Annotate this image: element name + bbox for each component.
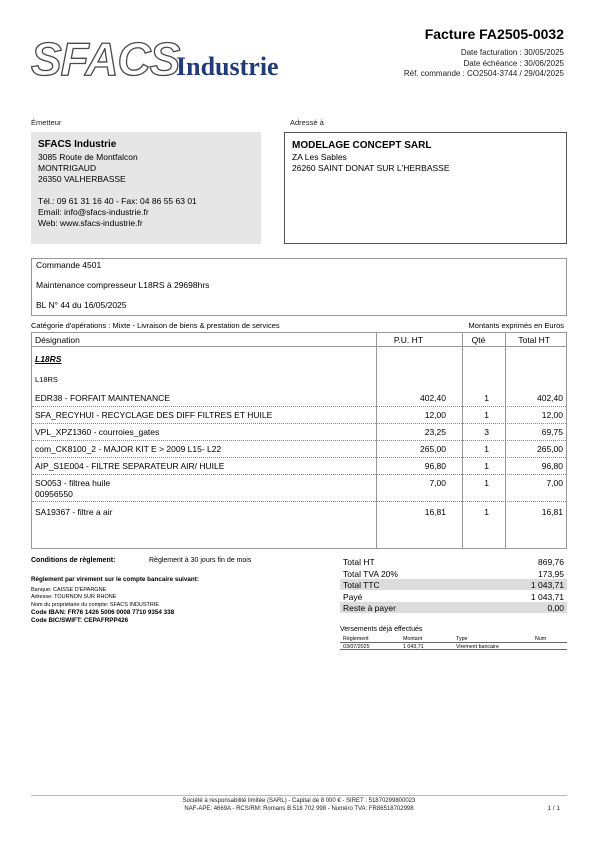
section-title: L18RS <box>35 354 62 364</box>
order-number: Commande 4501 <box>36 260 102 270</box>
row-quantity: 1 <box>484 461 489 471</box>
table-header <box>32 333 566 347</box>
total-value: 869,76 <box>538 557 564 567</box>
row-quantity: 1 <box>484 507 489 517</box>
addressee-label: Adressé à <box>290 118 324 127</box>
totals-block <box>340 556 567 614</box>
due-date: Date échéance : 30/06/2025 <box>463 58 564 68</box>
logo-word: Industrie <box>176 52 279 81</box>
legal-footer <box>31 797 567 813</box>
currency-note: Montants exprimés en Euros <box>468 321 564 330</box>
row-total: 96,80 <box>541 461 563 471</box>
footer-line-1: Société à responsabilité limitée (SARL) - Capital de 8 000 € - SIRET : 51870299800023 <box>182 798 416 804</box>
bank-name: Banque: CAISSE D'EPARGNE <box>31 586 107 593</box>
bank-heading: Règlement par virement sur le compte bancaire suivant: <box>31 576 199 583</box>
table-row <box>32 461 566 475</box>
total-label: Total TTC <box>343 580 380 590</box>
paid-row <box>340 591 567 603</box>
invoice-title: Facture FA2505-0032 <box>424 26 564 42</box>
total-value: 1 043,71 <box>530 591 564 602</box>
total-label: Reste à payer <box>343 603 396 613</box>
payments-header-date: Règlement <box>343 636 369 642</box>
payment-date: 03/07/2025 <box>343 643 370 650</box>
row-quantity: 1 <box>484 444 489 454</box>
payments-title: Versements déjà effectués <box>340 626 423 633</box>
total-value: 0,00 <box>547 603 564 613</box>
total-ht-row <box>340 556 567 568</box>
row-total: 7,00 <box>546 478 563 488</box>
order-reference: Réf. commande : CO2504-3744 / 29/04/2025 <box>403 69 564 78</box>
row-quantity: 1 <box>484 478 489 488</box>
invoice-meta <box>404 48 564 80</box>
header-unit-price: P.U. HT <box>393 335 423 345</box>
issuer-address-line: MONTRIGAUD <box>38 163 97 173</box>
table-row <box>32 427 566 441</box>
invoice-date: Date facturation : 30/05/2025 <box>460 48 564 57</box>
row-unit-price: 96,80 <box>424 461 446 471</box>
total-label: Payé <box>343 591 363 602</box>
row-designation: com_CK8100_2 - MAJOR KIT E > 2009 L15- L22 <box>35 444 222 454</box>
row-designation: SA19367 - filtre a air <box>35 507 113 517</box>
row-total: 265,00 <box>537 444 563 454</box>
issuer-name: SFACS Industrie <box>38 139 117 150</box>
row-designation: VPL_XPZ1360 - courroies_gates <box>35 427 160 437</box>
row-designation-extra: 00956550 <box>35 489 73 499</box>
table-row <box>32 507 566 521</box>
issuer-phone: Tél.: 09 61 31 16 40 - Fax: 04 86 55 63 01 <box>38 196 197 206</box>
issuer-address-line: 26350 VALHERBASSE <box>38 174 126 184</box>
total-label: Total TVA 20% <box>343 568 398 579</box>
logo-mark: SFACS <box>31 33 180 85</box>
addressee-name: MODELAGE CONCEPT SARL <box>292 140 432 151</box>
issuer-block <box>31 132 261 244</box>
addressee-block <box>284 132 567 244</box>
row-unit-price: 265,00 <box>420 444 446 454</box>
bic: Code BIC/SWIFT: CEPAFRPP426 <box>31 616 129 624</box>
category-line <box>31 321 567 330</box>
remaining-row <box>340 602 567 614</box>
page-number: 1 / 1 <box>547 805 560 812</box>
footer-line-2: NAF-APE: 4669A - RCS/RM: Romans B 518 702 998 - Numéro TVA: FR86518702998 <box>184 806 414 812</box>
delivery-note: BL N° 44 du 16/05/2025 <box>36 300 127 310</box>
bank-address: Adresse: TOURNON SUR RHONE <box>31 594 117 600</box>
table-row <box>32 410 566 424</box>
row-designation: EDR38 - FORFAIT MAINTENANCE <box>35 393 170 403</box>
operation-category: Catégorie d'opérations : Mixte - Livraison de biens & prestation de services <box>31 321 280 330</box>
conditions-label: Conditions de règlement: <box>31 557 116 564</box>
addressee-address-line: ZA Les Sables <box>292 152 347 162</box>
row-unit-price: 12,00 <box>424 410 446 420</box>
row-designation: SFA_RECYHUI - RECYCLAGE DES DIFF FILTRES ET HUILE <box>35 410 273 420</box>
row-quantity: 3 <box>484 427 489 437</box>
total-value: 173,95 <box>538 568 564 579</box>
payment-row <box>340 643 567 651</box>
row-total: 69,75 <box>541 427 563 437</box>
header-total: Total HT <box>518 335 550 345</box>
company-logo <box>31 30 291 86</box>
total-label: Total HT <box>343 557 375 567</box>
row-total: 402,40 <box>537 393 563 403</box>
table-row <box>32 444 566 458</box>
order-description: Maintenance compresseur L18RS à 29698hrs <box>36 280 210 290</box>
row-unit-price: 7,00 <box>429 478 446 488</box>
payment-conditions <box>31 557 252 564</box>
payments-block <box>340 626 567 650</box>
payments-header-num: Num <box>535 636 547 642</box>
payment-amount: 1 043,71 <box>403 643 424 650</box>
row-unit-price: 23,25 <box>424 427 446 437</box>
row-total: 12,00 <box>541 410 563 420</box>
header-quantity: Qté <box>471 335 486 345</box>
iban: Code IBAN: FR76 1426 5006 0008 7710 9354 338 <box>31 609 175 616</box>
row-quantity: 1 <box>484 393 489 403</box>
row-total: 16,81 <box>541 507 563 517</box>
total-vat-row <box>340 568 567 580</box>
issuer-email: Email: info@sfacs-industrie.fr <box>38 207 149 217</box>
order-note <box>31 258 567 316</box>
issuer-web: Web: www.sfacs-industrie.fr <box>38 218 143 228</box>
row-unit-price: 16,81 <box>424 507 446 517</box>
payments-header-type: Type <box>456 636 468 642</box>
conditions-value: Règlement à 30 jours fin de mois <box>149 557 252 564</box>
payments-header <box>340 635 567 643</box>
addressee-address-line: 26260 SAINT DONAT SUR L'HERBASSE <box>292 163 450 173</box>
bank-details <box>31 576 199 624</box>
table-row <box>32 393 566 407</box>
payments-header-amount: Montant <box>403 636 423 642</box>
row-designation: SO053 - filtrea huile <box>35 478 111 488</box>
issuer-address-line: 3085 Route de Montfalcon <box>38 152 138 162</box>
section-subtitle: L18RS <box>35 375 58 384</box>
row-unit-price: 402,40 <box>420 393 446 403</box>
issuer-label: Émetteur <box>31 118 62 127</box>
header-designation: Désignation <box>35 335 80 345</box>
table-row <box>32 478 566 502</box>
payment-type: Virement bancaire <box>456 643 499 650</box>
items-table <box>31 332 567 549</box>
row-quantity: 1 <box>484 410 489 420</box>
footer-divider <box>31 795 567 796</box>
account-owner: Nom du propriétaire du compte: SFACS INDUSTRIE <box>31 601 160 608</box>
total-value: 1 043,71 <box>530 580 564 590</box>
row-designation: AIP_S1E004 - FILTRE SEPARATEUR AIR/ HUILE <box>35 461 225 471</box>
total-ttc-row <box>340 579 567 591</box>
